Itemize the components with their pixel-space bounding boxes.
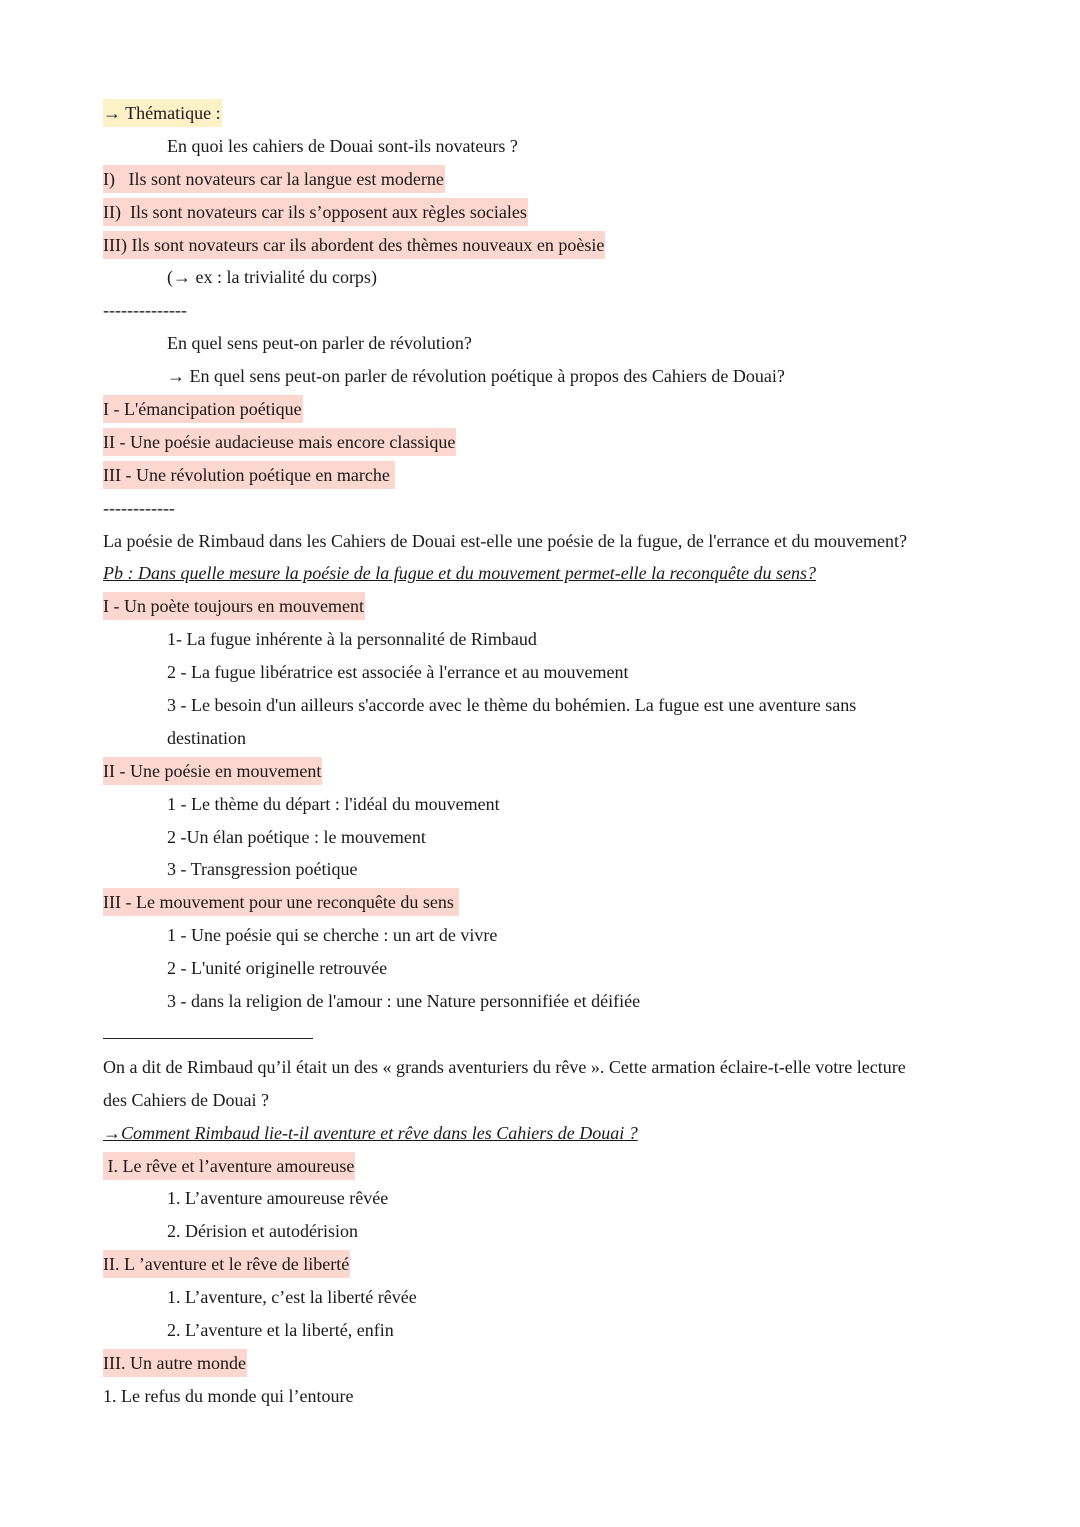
line-text: 1 - Une poésie qui se cherche : un art de vivre xyxy=(167,925,498,946)
line-text: -------------- xyxy=(103,300,187,321)
line-text: 1 - Le thème du départ : l'idéal du mouvement xyxy=(167,793,500,814)
text-line xyxy=(103,327,973,360)
text-line xyxy=(103,525,973,558)
line-text: 1- La fugue inhérente à la personnalité de Rimbaud xyxy=(167,629,537,650)
line-text: La poésie de Rimbaud dans les Cahiers de Douai est-elle une poésie de la fugue, de l'errance et du mouvement? xyxy=(103,530,907,551)
text-line xyxy=(103,1182,973,1215)
line-text: 1. L’aventure, c’est la liberté rêvée xyxy=(167,1287,417,1308)
line-text: III. Un autre monde xyxy=(103,1349,247,1377)
line-text: → Thématique : xyxy=(103,99,222,127)
line-text: On a dit de Rimbaud qu’il était un des « grands aventuriers du rêve ». Cette armation éclaire-t-elle votre lecture xyxy=(103,1056,906,1077)
text-line xyxy=(103,1215,973,1248)
line-text: des Cahiers de Douai ? xyxy=(103,1089,269,1110)
line-text: En quoi les cahiers de Douai sont-ils novateurs ? xyxy=(167,135,518,156)
section-heading xyxy=(103,393,973,426)
line-text: III - Le mouvement pour une reconquête du sens xyxy=(103,888,459,916)
text-line xyxy=(103,821,973,854)
text-line xyxy=(103,689,973,722)
line-text: →Comment Rimbaud lie-t-il aventure et rêve dans les Cahiers de Douai ? xyxy=(103,1122,638,1143)
text-line xyxy=(103,261,973,294)
line-text: III) Ils sont novateurs car ils abordent des thèmes nouveaux en poèsie xyxy=(103,231,605,259)
text-line xyxy=(103,557,973,590)
text-line xyxy=(103,1281,973,1314)
line-text: En quel sens peut-on parler de révolution? xyxy=(167,333,472,354)
text-line xyxy=(103,1117,973,1150)
section-heading xyxy=(103,196,973,229)
section-heading xyxy=(103,426,973,459)
section-heading xyxy=(103,1347,973,1380)
line-text: Pb : Dans quelle mesure la poésie de la fugue et du mouvement permet-elle la reconquête du sens? xyxy=(103,563,816,584)
text-line xyxy=(103,722,973,755)
section-heading xyxy=(103,163,973,196)
line-text: destination xyxy=(167,727,246,748)
line-text: 1. Le refus du monde qui l’entoure xyxy=(103,1385,354,1406)
line-text: 2. Dérision et autodérision xyxy=(167,1221,358,1242)
line-text: ------------ xyxy=(103,497,175,518)
text-line xyxy=(103,985,973,1018)
line-text: II) Ils sont novateurs car ils s’opposent aux règles sociales xyxy=(103,198,528,226)
text-line xyxy=(103,919,973,952)
text-line xyxy=(103,788,973,821)
line-text: I) Ils sont novateurs car la langue est moderne xyxy=(103,165,445,193)
section-heading xyxy=(103,229,973,262)
text-line xyxy=(103,1380,973,1413)
text-line xyxy=(103,360,973,393)
line-text: I - Un poète toujours en mouvement xyxy=(103,592,365,620)
text-line xyxy=(103,130,973,163)
horizontal-rule xyxy=(103,1018,973,1051)
text-line xyxy=(103,1051,973,1084)
section-heading xyxy=(103,886,973,919)
section-heading xyxy=(103,590,973,623)
document-page xyxy=(103,97,973,1413)
text-line xyxy=(103,656,973,689)
line-text: 3 - Le besoin d'un ailleurs s'accorde avec le thème du bohémien. La fugue est une aventure sans xyxy=(167,695,857,716)
section-heading xyxy=(103,459,973,492)
line-text: 2. L’aventure et la liberté, enfin xyxy=(167,1319,394,1340)
line-text: 2 - La fugue libératrice est associée à l'errance et au mouvement xyxy=(167,662,629,683)
line-text: (→ ex : la trivialité du corps) xyxy=(167,267,377,288)
line-text: III - Une révolution poétique en marche xyxy=(103,461,395,489)
line-text: II - Une poésie audacieuse mais encore classique xyxy=(103,428,456,456)
text-line xyxy=(103,952,973,985)
line-text: II - Une poésie en mouvement xyxy=(103,757,322,785)
text-line xyxy=(103,1314,973,1347)
line-text: 1. L’aventure amoureuse rêvée xyxy=(167,1188,389,1209)
section-heading xyxy=(103,1150,973,1183)
text-line xyxy=(103,853,973,886)
section-heading xyxy=(103,755,973,788)
line-text: 3 - dans la religion de l'amour : une Nature personnifiée et déifiée xyxy=(167,991,641,1012)
line-text: → En quel sens peut-on parler de révolution poétique à propos des Cahiers de Douai? xyxy=(167,366,785,387)
line-text: 2 - L'unité originelle retrouvée xyxy=(167,958,388,979)
line-text: 2 -Un élan poétique : le mouvement xyxy=(167,826,426,847)
text-line xyxy=(103,492,973,525)
line-text: I - L'émancipation poétique xyxy=(103,395,303,423)
text-line xyxy=(103,294,973,327)
line-text: I. Le rêve et l’aventure amoureuse xyxy=(103,1152,355,1180)
line-text: 3 - Transgression poétique xyxy=(167,859,358,880)
section-heading xyxy=(103,97,973,130)
line-text: II. L ’aventure et le rêve de liberté xyxy=(103,1250,350,1278)
section-heading xyxy=(103,1248,973,1281)
text-line xyxy=(103,1084,973,1117)
text-line xyxy=(103,623,973,656)
